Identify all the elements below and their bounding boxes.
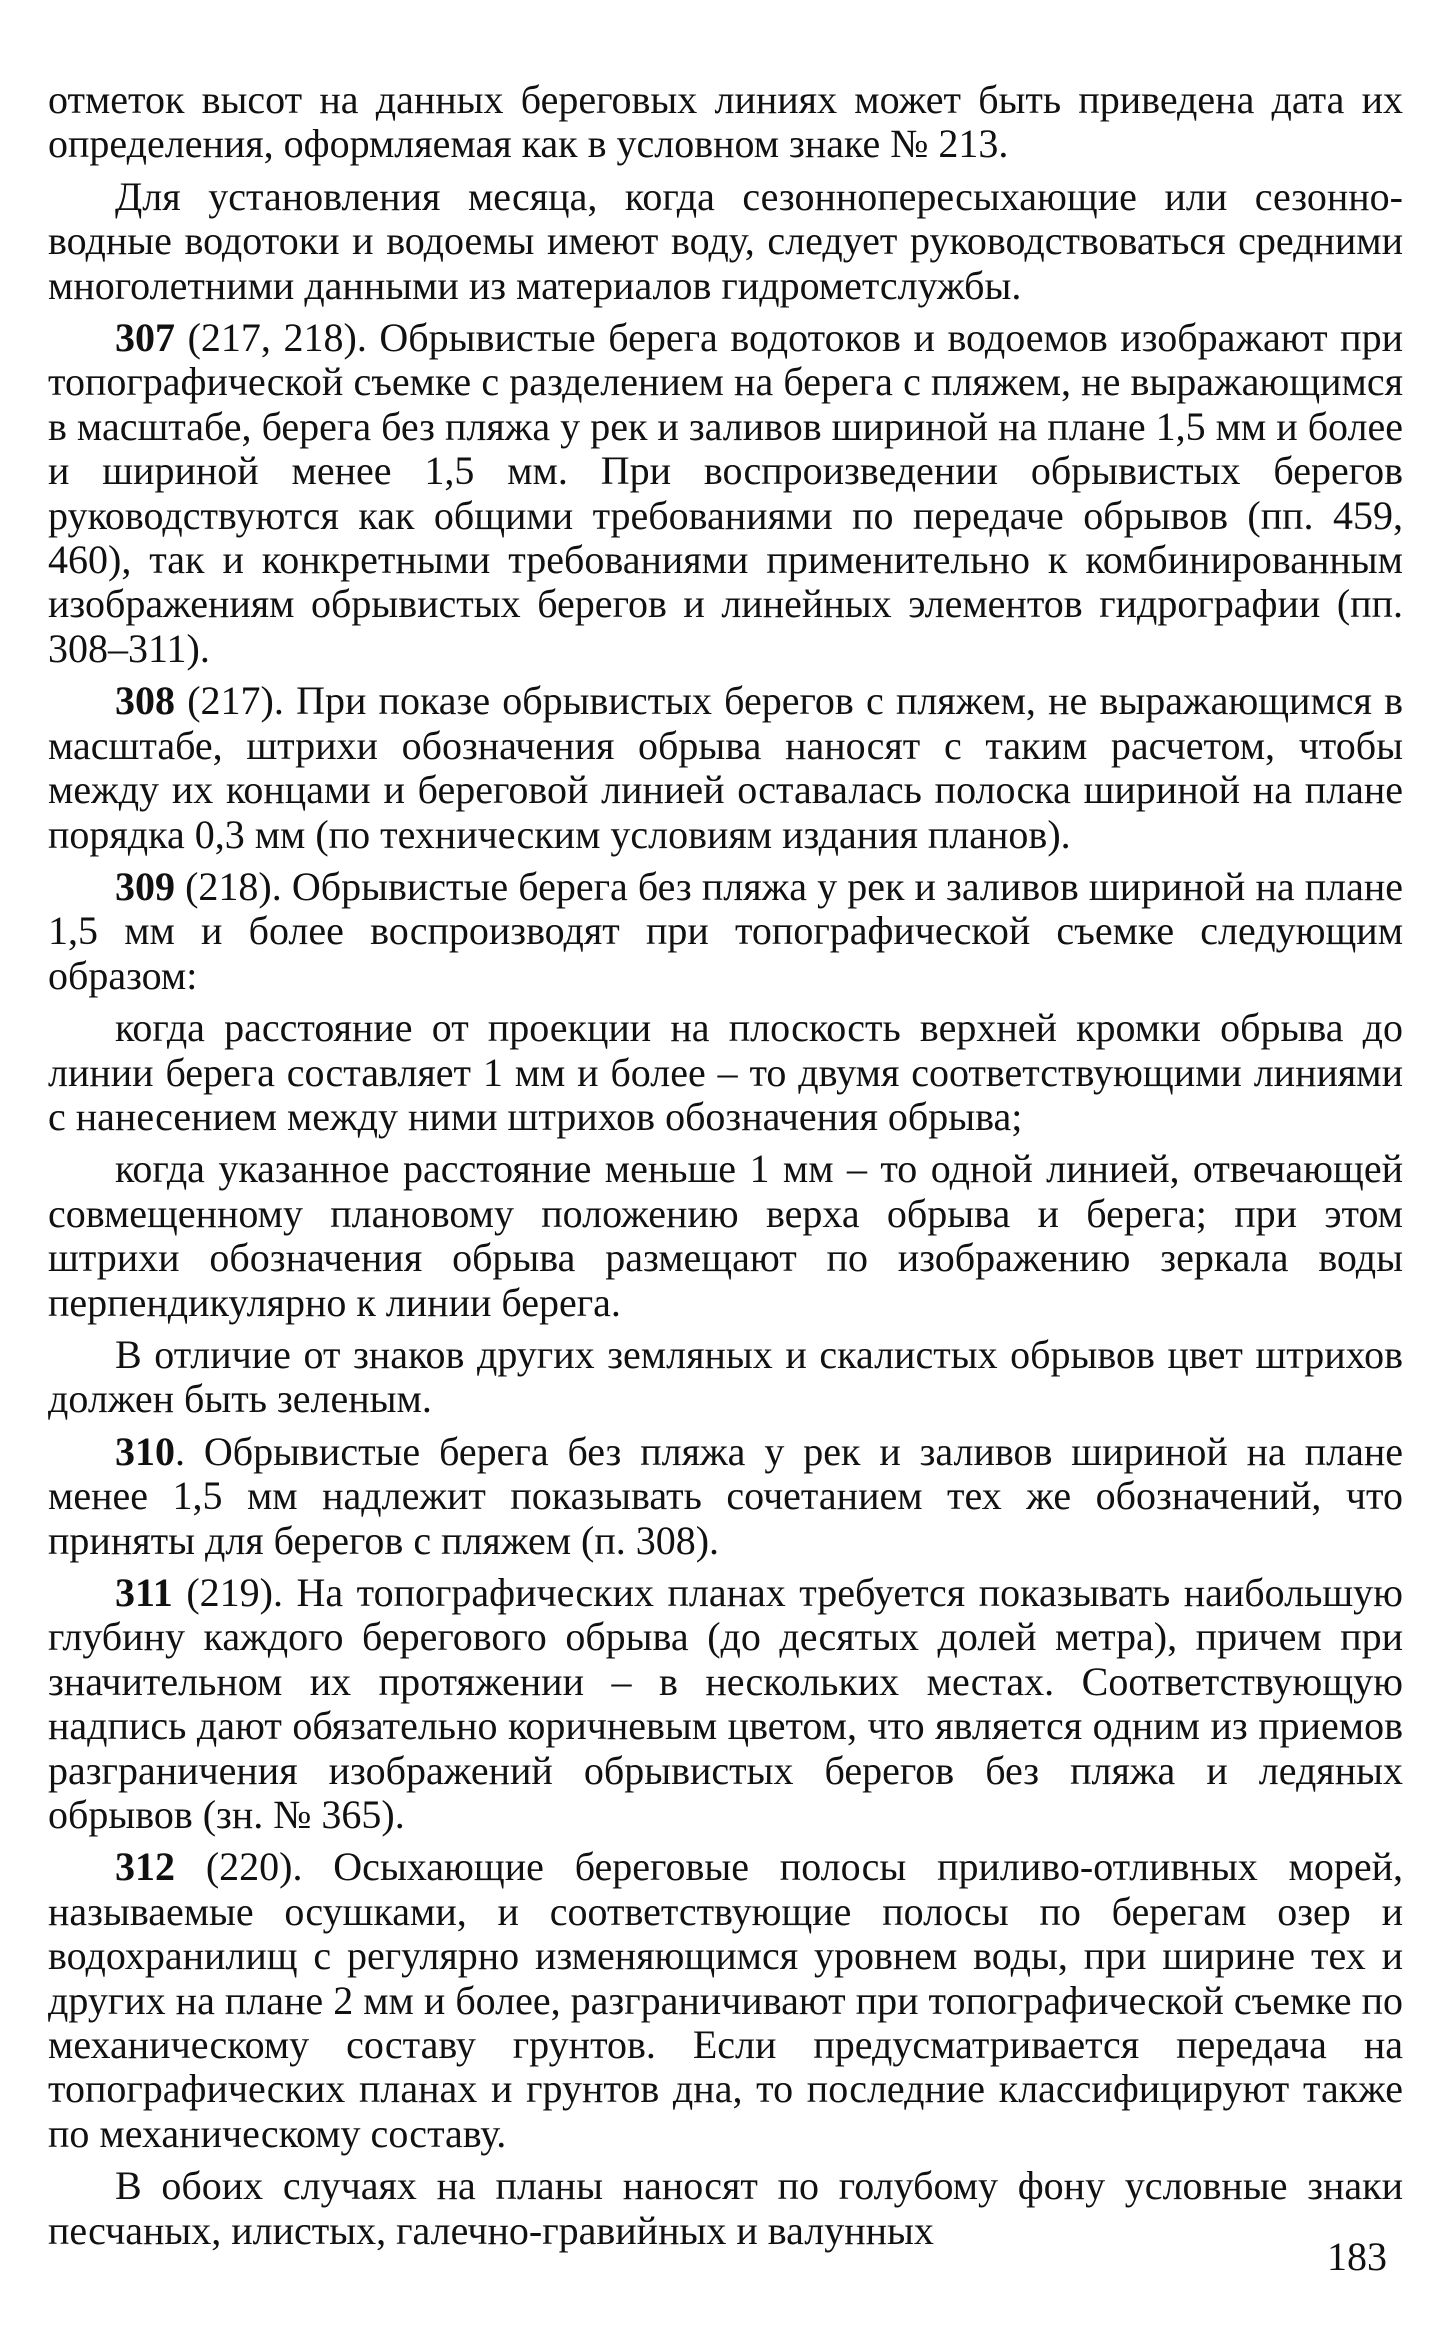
section-number: 311 bbox=[115, 1570, 173, 1615]
document-page bbox=[48, 78, 1403, 2261]
paragraph-310 bbox=[48, 1430, 1403, 1563]
paragraph-text: Обрывистые берега без пляжа у рек и заливов шириной на плане менее 1,5 мм надлежит показывать сочетанием тех же обозначений, что приняты для берегов с пляжем (п. 308). bbox=[48, 1428, 1403, 1563]
section-reference: (217, 218). bbox=[175, 315, 380, 361]
section-reference: (217). bbox=[175, 678, 297, 724]
paragraph bbox=[48, 1333, 1403, 1422]
paragraph-309 bbox=[48, 865, 1403, 998]
paragraph-text: При показе обрывистых берегов с пляжем, не выражающимся в масштабе, штрихи обозначения обрыва наносят с таким расчетом, чтобы между их концами и береговой линией оставалась полоска шириной на плане порядка 0,3 мм (по техническим условиям издания планов). bbox=[48, 678, 1404, 857]
section-reference: . bbox=[175, 1428, 204, 1474]
paragraph-text: Осыхающие береговые полосы приливо-отливных морей, называемые осушками, и соответствующие полосы по берегам озер и водохранилищ с регулярно изменяющимся уровнем воды, при ширине тех и других на плане 2 мм и более, разграничивают при топографической съемке по механическому составу грунтов. Если предусматривается передача на топографических планах и грунтов дна, то последние классифицируют также по механическому составу. bbox=[48, 1844, 1403, 2156]
section-reference: (219). bbox=[172, 1570, 297, 1615]
paragraph bbox=[48, 78, 1403, 167]
paragraph-312 bbox=[48, 1845, 1403, 2156]
section-number: 309 bbox=[115, 863, 175, 909]
paragraph bbox=[48, 175, 1403, 308]
paragraph bbox=[48, 2164, 1403, 2253]
paragraph-text: В обоих случаях на планы наносят по голубому фону условные знаки песчаных, илистых, галечно-гравийных и валунных bbox=[48, 2163, 1403, 2253]
paragraph-text: когда расстояние от проекции на плоскость верхней кромки обрыва до линии берега составляет 1 мм и более – то двумя соответствующими линиями с нанесением между ними штрихов обозначения обрыва; bbox=[48, 1005, 1403, 1139]
paragraph-307 bbox=[48, 316, 1403, 671]
paragraph-308 bbox=[48, 679, 1403, 857]
page-number: 183 bbox=[1327, 2234, 1387, 2279]
paragraph bbox=[48, 1147, 1403, 1325]
paragraph-text: На топографических планах требуется показывать наибольшую глубину каждого берегового обрыва (до десятых долей метра), причем при значительном их протяжении – в нескольких местах. Соответствующую надпись дают обязательно коричневым цветом, что является одним из приемов разграничения изображений обрывистых берегов без пляжа и ледяных обрывов (зн. № 365). bbox=[48, 1570, 1404, 1838]
section-reference: (218). bbox=[175, 863, 292, 909]
paragraph-text: В отличие от знаков других земляных и скалистых обрывов цвет штрихов должен быть зеленым. bbox=[48, 1331, 1403, 1422]
paragraph-text: Для установления месяца, когда сезоннопересыхающие или сезонно-водные водотоки и водоемы имеют воду, следует руководствоваться средними многолетними данными из материалов гидрометслужбы. bbox=[48, 173, 1403, 308]
section-number: 308 bbox=[115, 678, 175, 724]
section-number: 307 bbox=[115, 315, 175, 361]
paragraph-text: Обрывистые берега водотоков и водоемов изображают при топографической съемке с разделением на берега с пляжем, не выражающимся в масштабе, берега без пляжа у рек и заливов шириной на плане 1,5 мм и более и шириной менее 1,5 мм. При воспроизведении обрывистых берегов руководствуются как общими требованиями по передаче обрывов (пп. 459, 460), так и конкретными требованиями применительно к комбинированным изображениям обрывистых берегов и линейных элементов гидрографии (пп. 308–311). bbox=[48, 315, 1403, 671]
section-number: 310 bbox=[115, 1428, 175, 1474]
paragraph-text: отметок высот на данных береговых линиях может быть приведена дата их определения, оформляемая как в условном знаке № 213. bbox=[48, 77, 1403, 167]
paragraph bbox=[48, 1006, 1403, 1139]
paragraph-text: когда указанное расстояние меньше 1 мм – то одной линией, отвечающей совмещенному плановому положению верха обрыва и берега; при этом штрихи обозначения обрыва размещают по изображению зеркала воды перпендикулярно к линии берега. bbox=[48, 1146, 1403, 1325]
section-reference: (220). bbox=[175, 1844, 334, 1890]
paragraph-text: Обрывистые берега без пляжа у рек и заливов шириной на плане 1,5 мм и более воспроизводят при топографической съемке следующим образом: bbox=[48, 863, 1404, 998]
paragraph-311 bbox=[48, 1571, 1403, 1837]
section-number: 312 bbox=[115, 1844, 175, 1890]
